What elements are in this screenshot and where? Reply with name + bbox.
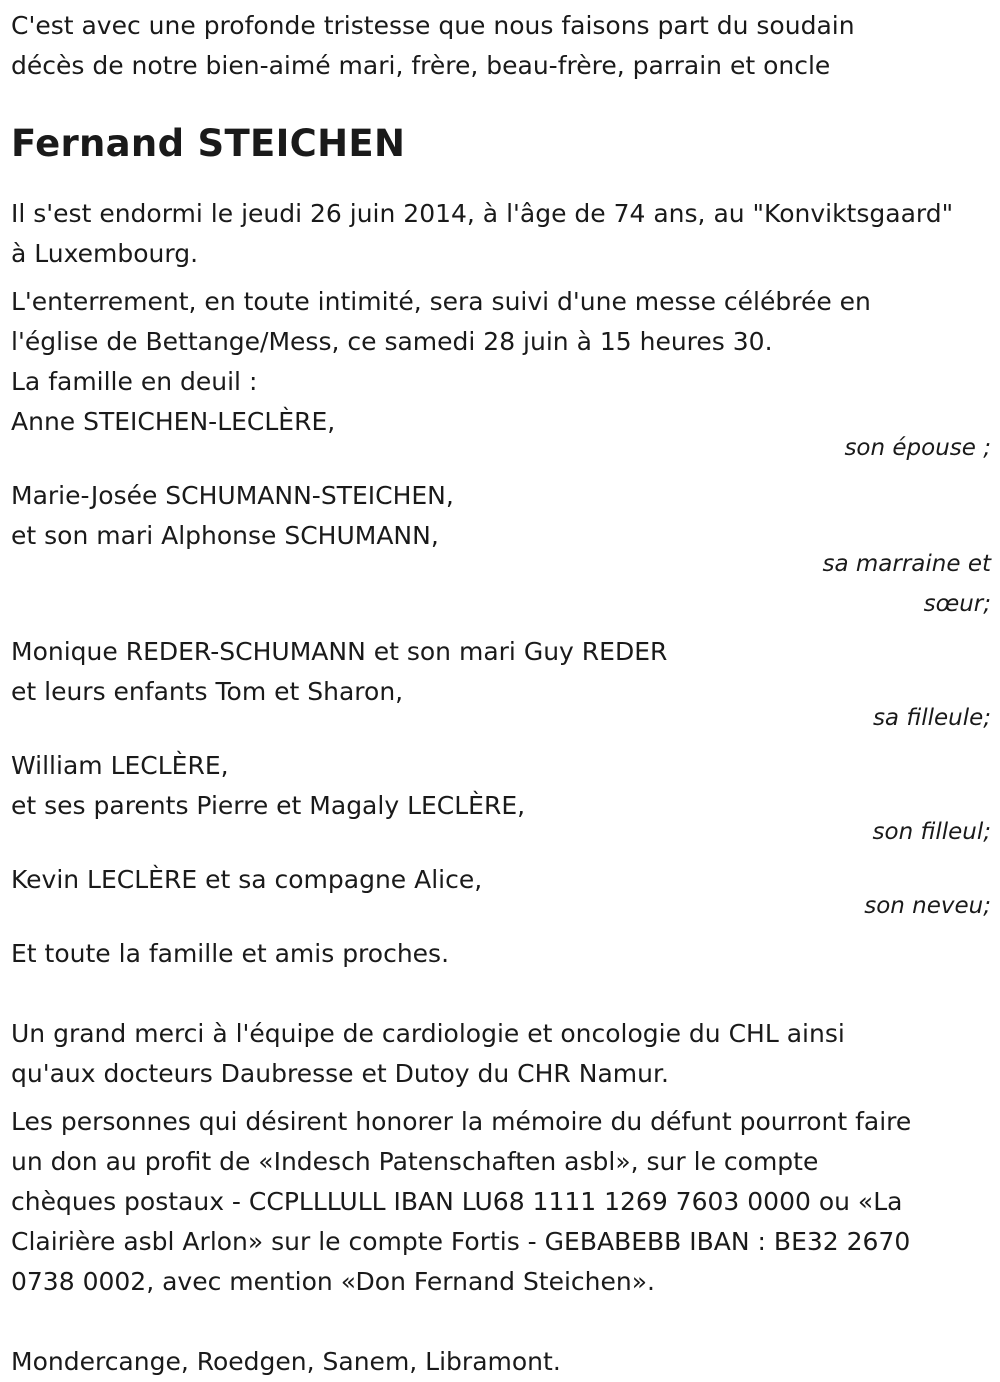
- family-member-relation: sa filleule;: [872, 705, 991, 731]
- intro-line: décès de notre bien-aimé mari, frère, beau-frère, parrain et oncle: [11, 51, 831, 80]
- family-member-name: Marie-Josée SCHUMANN-STEICHEN,: [11, 481, 454, 510]
- thanks-line: Un grand merci à l'équipe de cardiologie et oncologie du CHL ainsi: [11, 1019, 845, 1048]
- donations-paragraph: [11, 1102, 991, 1302]
- donations-line: 0738 0002, avec mention «Don Fernand Steichen».: [11, 1267, 655, 1296]
- family-list: [11, 402, 991, 974]
- funeral-line: L'enterrement, en toute intimité, sera suivi d'une messe célébrée en: [11, 287, 871, 316]
- family-member-relation: sa marraine et: [822, 551, 991, 577]
- intro-paragraph: [11, 6, 991, 86]
- family-member-name: et son mari Alphonse SCHUMANN,: [11, 521, 439, 550]
- family-member-relation: son épouse ;: [844, 435, 991, 461]
- thanks-paragraph: [11, 1014, 991, 1094]
- family-member-relation: son filleul;: [872, 819, 991, 845]
- death-notice-line: Il s'est endormi le jeudi 26 juin 2014, à l'âge de 74 ans, au "Konviktsgaard": [11, 199, 954, 228]
- family-member-entry: [11, 402, 991, 468]
- funeral-paragraph: [11, 282, 991, 402]
- family-member-entry: [11, 476, 991, 624]
- mourning-family-heading: La famille en deuil :: [11, 367, 258, 396]
- family-member-relation: sœur;: [923, 591, 991, 617]
- family-closing: Et toute la famille et amis proches.: [11, 939, 450, 968]
- donations-line: Les personnes qui désirent honorer la mémoire du défunt pourront faire: [11, 1107, 912, 1136]
- family-member-name: Anne STEICHEN-LECLÈRE,: [11, 407, 336, 436]
- donations-line: chèques postaux - CCPLLLULL IBAN LU68 1111 1269 7603 0000 ou «La: [11, 1187, 903, 1216]
- family-member-name: et leurs enfants Tom et Sharon,: [11, 677, 404, 706]
- thanks-line: qu'aux docteurs Daubresse et Dutoy du CHR Namur.: [11, 1059, 669, 1088]
- places-signature: Mondercange, Roedgen, Sanem, Libramont.: [11, 1347, 561, 1376]
- obituary-notice: [11, 6, 991, 1382]
- family-member-entry: [11, 746, 991, 852]
- deceased-name: Fernand STEICHEN: [11, 122, 406, 165]
- donations-line: un don au profit de «Indesch Patenschaften asbl», sur le compte: [11, 1147, 819, 1176]
- death-notice-paragraph: [11, 194, 991, 274]
- family-member-name: Monique REDER-SCHUMANN et son mari Guy REDER: [11, 637, 668, 666]
- family-member-name: Kevin LECLÈRE et sa compagne Alice,: [11, 865, 483, 894]
- family-member-entry: [11, 632, 991, 738]
- funeral-line: l'église de Bettange/Mess, ce samedi 28 juin à 15 heures 30.: [11, 327, 773, 356]
- family-member-name: et ses parents Pierre et Magaly LECLÈRE,: [11, 791, 526, 820]
- intro-line: C'est avec une profonde tristesse que nous faisons part du soudain: [11, 11, 855, 40]
- family-member-name: William LECLÈRE,: [11, 751, 229, 780]
- donations-line: Clairière asbl Arlon» sur le compte Fortis - GEBABEBB IBAN : BE32 2670: [11, 1227, 911, 1256]
- death-notice-line: à Luxembourg.: [11, 239, 199, 268]
- family-member-relation: son neveu;: [864, 893, 991, 919]
- family-member-entry: [11, 860, 991, 926]
